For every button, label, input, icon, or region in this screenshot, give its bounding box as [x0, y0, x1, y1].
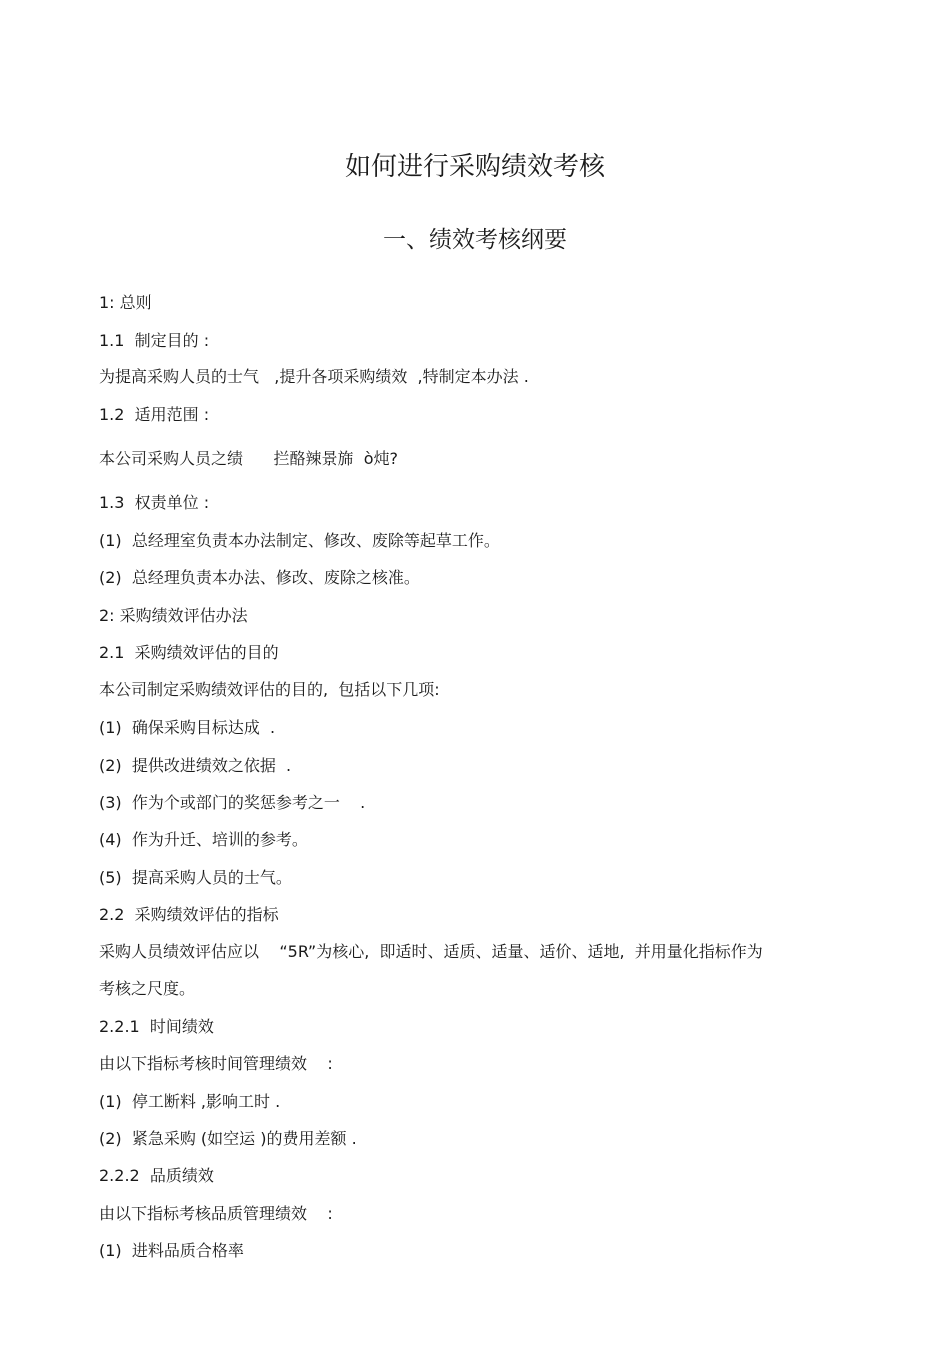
document-title: 如何进行采购绩效考核: [344, 152, 605, 182]
paragraph-scope: 本公司采购人员之绩 拦酪辣景旆 ò炖?: [99, 449, 398, 468]
list-item: (2) 提供改进绩效之依据 .: [99, 756, 292, 775]
heading-general: 1: 总则: [99, 293, 152, 312]
list-item: (1) 总经理室负责本办法制定、修改、废除等起草工作。: [99, 531, 500, 550]
paragraph-purpose: 为提高采购人员的士气 ,提升各项采购绩效 ,特制定本办法 .: [99, 367, 529, 386]
paragraph-indicators: 采购人员绩效评估应以 “5R”为核心, 即适时、适质、适量、适价、适地, 并用量化指标作为: [99, 942, 763, 961]
list-item: (2) 紧急采购 (如空运 )的费用差额 .: [99, 1129, 357, 1148]
heading-evaluation-method: 2: 采购绩效评估办法: [99, 606, 248, 625]
paragraph-time-performance: 由以下指标考核时间管理绩效 :: [99, 1054, 333, 1073]
paragraph-quality-performance: 由以下指标考核品质管理绩效 :: [99, 1204, 333, 1223]
heading-indicators: 2.2 采购绩效评估的指标: [99, 905, 279, 924]
list-item: (1) 确保采购目标达成 .: [99, 718, 276, 737]
heading-evaluation-purpose: 2.1 采购绩效评估的目的: [99, 643, 279, 662]
list-item: (2) 总经理负责本办法、修改、废除之核准。: [99, 568, 420, 587]
heading-purpose: 1.1 制定目的 :: [99, 331, 210, 350]
list-item: (1) 停工断料 ,影响工时 .: [99, 1092, 281, 1111]
heading-scope: 1.2 适用范围 :: [99, 405, 210, 424]
paragraph-indicators-cont: 考核之尺度。: [99, 979, 196, 998]
paragraph-evaluation-purpose: 本公司制定采购绩效评估的目的, 包括以下几项:: [99, 680, 440, 699]
list-item: (4) 作为升迁、培训的参考。: [99, 830, 308, 849]
section-heading: 一、绩效考核纲要: [383, 227, 567, 253]
list-item: (3) 作为个或部门的奖惩参考之一 .: [99, 793, 366, 812]
list-item: (1) 进料品质合格率: [99, 1241, 244, 1260]
heading-quality-performance: 2.2.2 品质绩效: [99, 1166, 214, 1185]
heading-time-performance: 2.2.1 时间绩效: [99, 1017, 214, 1036]
heading-responsibility: 1.3 权责单位 :: [99, 493, 210, 512]
list-item: (5) 提高采购人员的士气。: [99, 868, 292, 887]
